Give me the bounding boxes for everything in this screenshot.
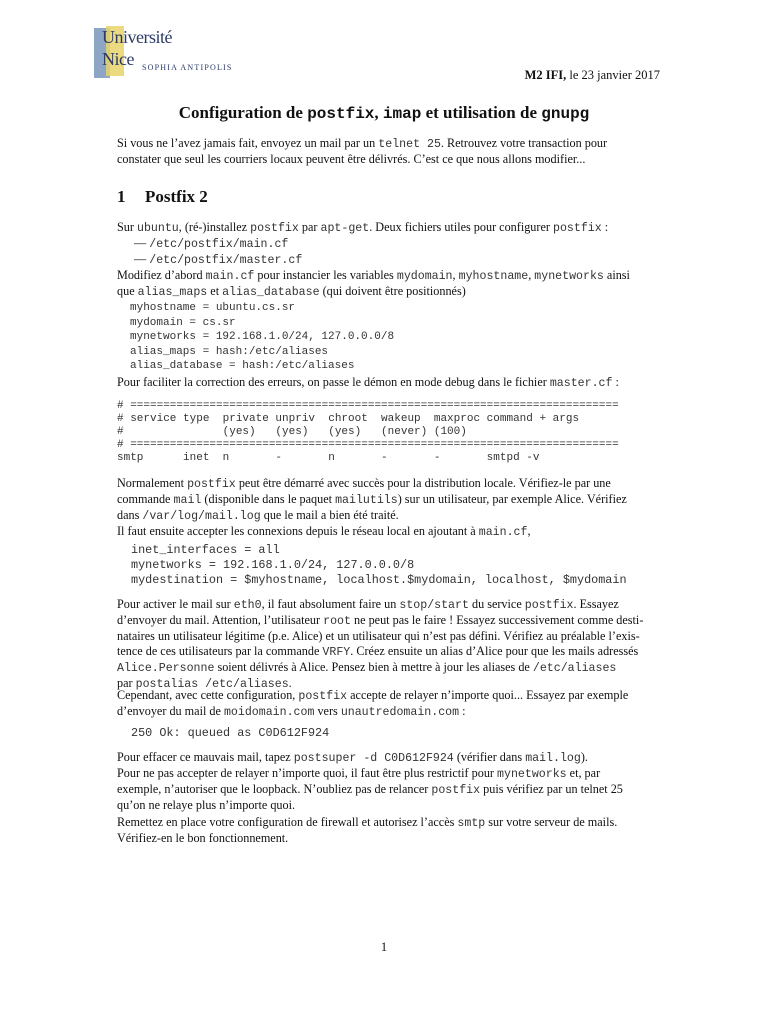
page-title (0, 105, 768, 122)
code: mynetworks (497, 768, 567, 781)
text-line (117, 766, 663, 782)
text: Si vous ne l’avez jamais fait, envoyez un mail par un (117, 136, 379, 150)
text-line (117, 476, 663, 492)
paragraph-activate (117, 597, 663, 692)
code: /etc/aliases (532, 662, 617, 675)
text: sur votre serveur de mails. (485, 815, 618, 829)
code: mynetworks (534, 270, 604, 283)
text: (vérifier dans (453, 750, 526, 764)
list-dash: — (134, 252, 147, 266)
title-code-gnupg: gnupg (541, 105, 590, 123)
code: mydomain (396, 270, 453, 283)
code: mailutils (335, 494, 398, 507)
header-date (525, 68, 660, 83)
code: ubuntu (136, 222, 179, 235)
text: , (452, 268, 459, 282)
text-line (117, 268, 663, 284)
code: eth0 (233, 599, 262, 612)
list-dash: — (134, 236, 147, 250)
code: VRFY (322, 646, 351, 659)
code: smtp (457, 817, 486, 830)
text: Pour effacer ce mauvais mail, tapez (117, 750, 294, 764)
text-line (117, 704, 663, 720)
text: Pour faciliter la correction des erreurs, on passe le démon en mode debug dans le fichier (117, 375, 550, 389)
paragraph-cleanup (117, 750, 663, 813)
text: et (207, 284, 223, 298)
intro-paragraph (117, 136, 663, 167)
text: d’envoyer du mail. Attention, l’utilisateur (117, 613, 324, 627)
text: (disponible dans le paquet (201, 492, 336, 506)
section-number: 1 (117, 187, 126, 206)
text: , (ré-)installez (178, 220, 251, 234)
code: Alice.Personne (117, 662, 215, 675)
text: Il faut ensuite accepter les connexions depuis le réseau local en ajoutant à (117, 524, 479, 538)
code-block-master-cf: # ========================================================================== # service type private unpriv chroot wakeup maxproc command + args # (yes) (yes) (yes) (never) (100) # ========================================================================== smtp inet n - n - - smtpd -v (117, 400, 619, 464)
text: Modifiez d’abord (117, 268, 206, 282)
code: postfix (250, 222, 299, 235)
text: , (528, 268, 535, 282)
title-code-imap: imap (382, 105, 422, 123)
text: exemple, n’autoriser que le loopback. N’oubliez pas de relancer (117, 782, 432, 796)
text-line (117, 782, 663, 798)
code: myhostname (458, 270, 529, 283)
text: Pour activer le mail sur (117, 597, 234, 611)
code: main.cf (205, 270, 255, 283)
text: tence de ces utilisateurs par la commande (117, 644, 323, 658)
title-part: et utilisation de (421, 103, 542, 122)
section-heading (117, 189, 208, 204)
text: . Deux fichiers utiles pour configurer (369, 220, 553, 234)
paragraph-install (117, 220, 663, 300)
text-line: nataires un utilisateur légitime (p.e. Alice) et un utilisateur qui n’est pas défini. Vérifiez au préalable l’exis- (117, 629, 640, 643)
text: du service (468, 597, 525, 611)
code-block-inet: inet_interfaces = all mynetworks = 192.168.1.0/24, 127.0.0.0/8 mydestination = $myhostname, localhost.$mydomain, localhost, $mydomain (131, 543, 627, 587)
text: par (117, 676, 136, 690)
text-line: Vérifiez-en le bon fonctionnement. (117, 831, 289, 845)
logo-text-sophia: SOPHIA ANTIPOLIS (142, 63, 233, 72)
paragraph-firewall (117, 815, 663, 846)
text-line (117, 613, 663, 629)
text: : (612, 375, 619, 389)
text: Remettez en place votre configuration de firewall et autorisez l’accès (117, 815, 458, 829)
section-title: Postfix 2 (145, 187, 208, 206)
text: commande (117, 492, 174, 506)
text: ) sur un utilisateur, par exemple Alice. Vérifiez (397, 492, 627, 506)
text: Pour ne pas accepter de relayer n’importe quoi, il faut être plus restrictif pour (117, 766, 498, 780)
text: , il faut absolument faire un (261, 597, 400, 611)
code-path: /etc/postfix/master.cf (149, 254, 303, 267)
text: que (117, 284, 138, 298)
text-line (117, 492, 663, 508)
text: Sur (117, 220, 137, 234)
page-number: 1 (380, 940, 388, 954)
code: master.cf (549, 377, 613, 390)
code: postfix (298, 690, 348, 703)
text: que le mail a bien été traité. (260, 508, 399, 522)
text: , (527, 524, 531, 538)
text: . Créez ensuite un alias d’Alice pour que les mails adressés (350, 644, 639, 658)
text: : (459, 704, 466, 718)
text-line (117, 644, 663, 660)
text: puis vérifiez par un telnet 25 (480, 782, 623, 796)
code: mail (173, 494, 202, 507)
text: ainsi (603, 268, 630, 282)
code: alias_maps (137, 286, 208, 299)
text: ). (580, 750, 588, 764)
text: dans (117, 508, 143, 522)
paragraph-debug (117, 375, 663, 391)
text: : (601, 220, 609, 234)
text: Normalement (117, 476, 188, 490)
code-block-queued: 250 Ok: queued as C0D612F924 (131, 726, 330, 740)
code: mail.log (525, 752, 581, 765)
course-name: M2 IFI, (524, 68, 567, 82)
text: par (298, 220, 321, 234)
code: /var/log/mail.log (142, 510, 261, 523)
text: Cependant, avec cette configuration, (117, 688, 299, 702)
date-text: le 23 janvier 2017 (566, 68, 660, 82)
title-part: , (374, 103, 383, 122)
text-line: qu’on ne relaye plus n’importe quoi. (117, 798, 296, 812)
code-block-main-cf: myhostname = ubuntu.cs.sr mydomain = cs.sr mynetworks = 192.168.1.0/24, 127.0.0.0/8 alias_maps = hash:/etc/aliases alias_database = hash:/etc/aliases (130, 302, 395, 372)
text: et, par (566, 766, 601, 780)
text-line (117, 220, 663, 236)
list-item (117, 236, 663, 252)
paragraph-relay (117, 688, 663, 720)
code: root (323, 615, 351, 628)
text-line (117, 688, 663, 704)
code: postalias /etc/aliases (135, 678, 289, 691)
text: ne peut pas le faire ! Essayez successivement comme desti- (350, 613, 644, 627)
text: . Essayez (573, 597, 619, 611)
code: main.cf (478, 526, 528, 539)
text-line (117, 524, 663, 540)
text: pour instancier les variables (254, 268, 397, 282)
code: stop/start (399, 599, 469, 612)
text-line (117, 815, 663, 831)
code: unautredomain.com (340, 706, 460, 719)
code: alias_database (222, 286, 320, 299)
intro-line-1 (117, 136, 663, 152)
code: postsuper -d C0D612F924 (293, 752, 454, 765)
code: postfix (431, 784, 481, 797)
logo-text-universite: Université (102, 27, 172, 47)
text: accepte de relayer n’importe quoi... Essayez par exemple (347, 688, 629, 702)
code: postfix (187, 478, 236, 491)
text-line (117, 750, 663, 766)
code-telnet: telnet 25 (378, 138, 441, 151)
text: . (288, 676, 292, 690)
code-path: /etc/postfix/main.cf (149, 238, 289, 251)
text: d’envoyer du mail de (117, 704, 224, 718)
text: . Retrouvez votre transaction pour (440, 136, 608, 150)
text: vers (314, 704, 341, 718)
text: (qui doivent être positionnés) (319, 284, 466, 298)
text: peut être démarré avec succès pour la distribution locale. Vérifiez-le par une (235, 476, 611, 490)
text: soient délivrés à Alice. Pensez bien à mettre à jour les aliases de (214, 660, 533, 674)
title-code-postfix: postfix (307, 105, 375, 123)
logo-text-nice: Nice (102, 49, 134, 69)
code: postfix (524, 599, 574, 612)
code: postfix (552, 222, 602, 235)
code: apt-get (320, 222, 370, 235)
text-line (117, 597, 663, 613)
paragraph-start (117, 476, 663, 540)
text-line (117, 284, 663, 300)
code: moidomain.com (223, 706, 315, 719)
intro-line-2: constater que seul les courriers locaux peuvent être délivrés. C’est ce que nous allons modifier... (117, 152, 586, 166)
university-logo (94, 26, 264, 81)
title-part: Configuration de (178, 103, 308, 122)
text-line (117, 660, 663, 676)
list-item (117, 252, 663, 268)
text-line (117, 508, 663, 524)
